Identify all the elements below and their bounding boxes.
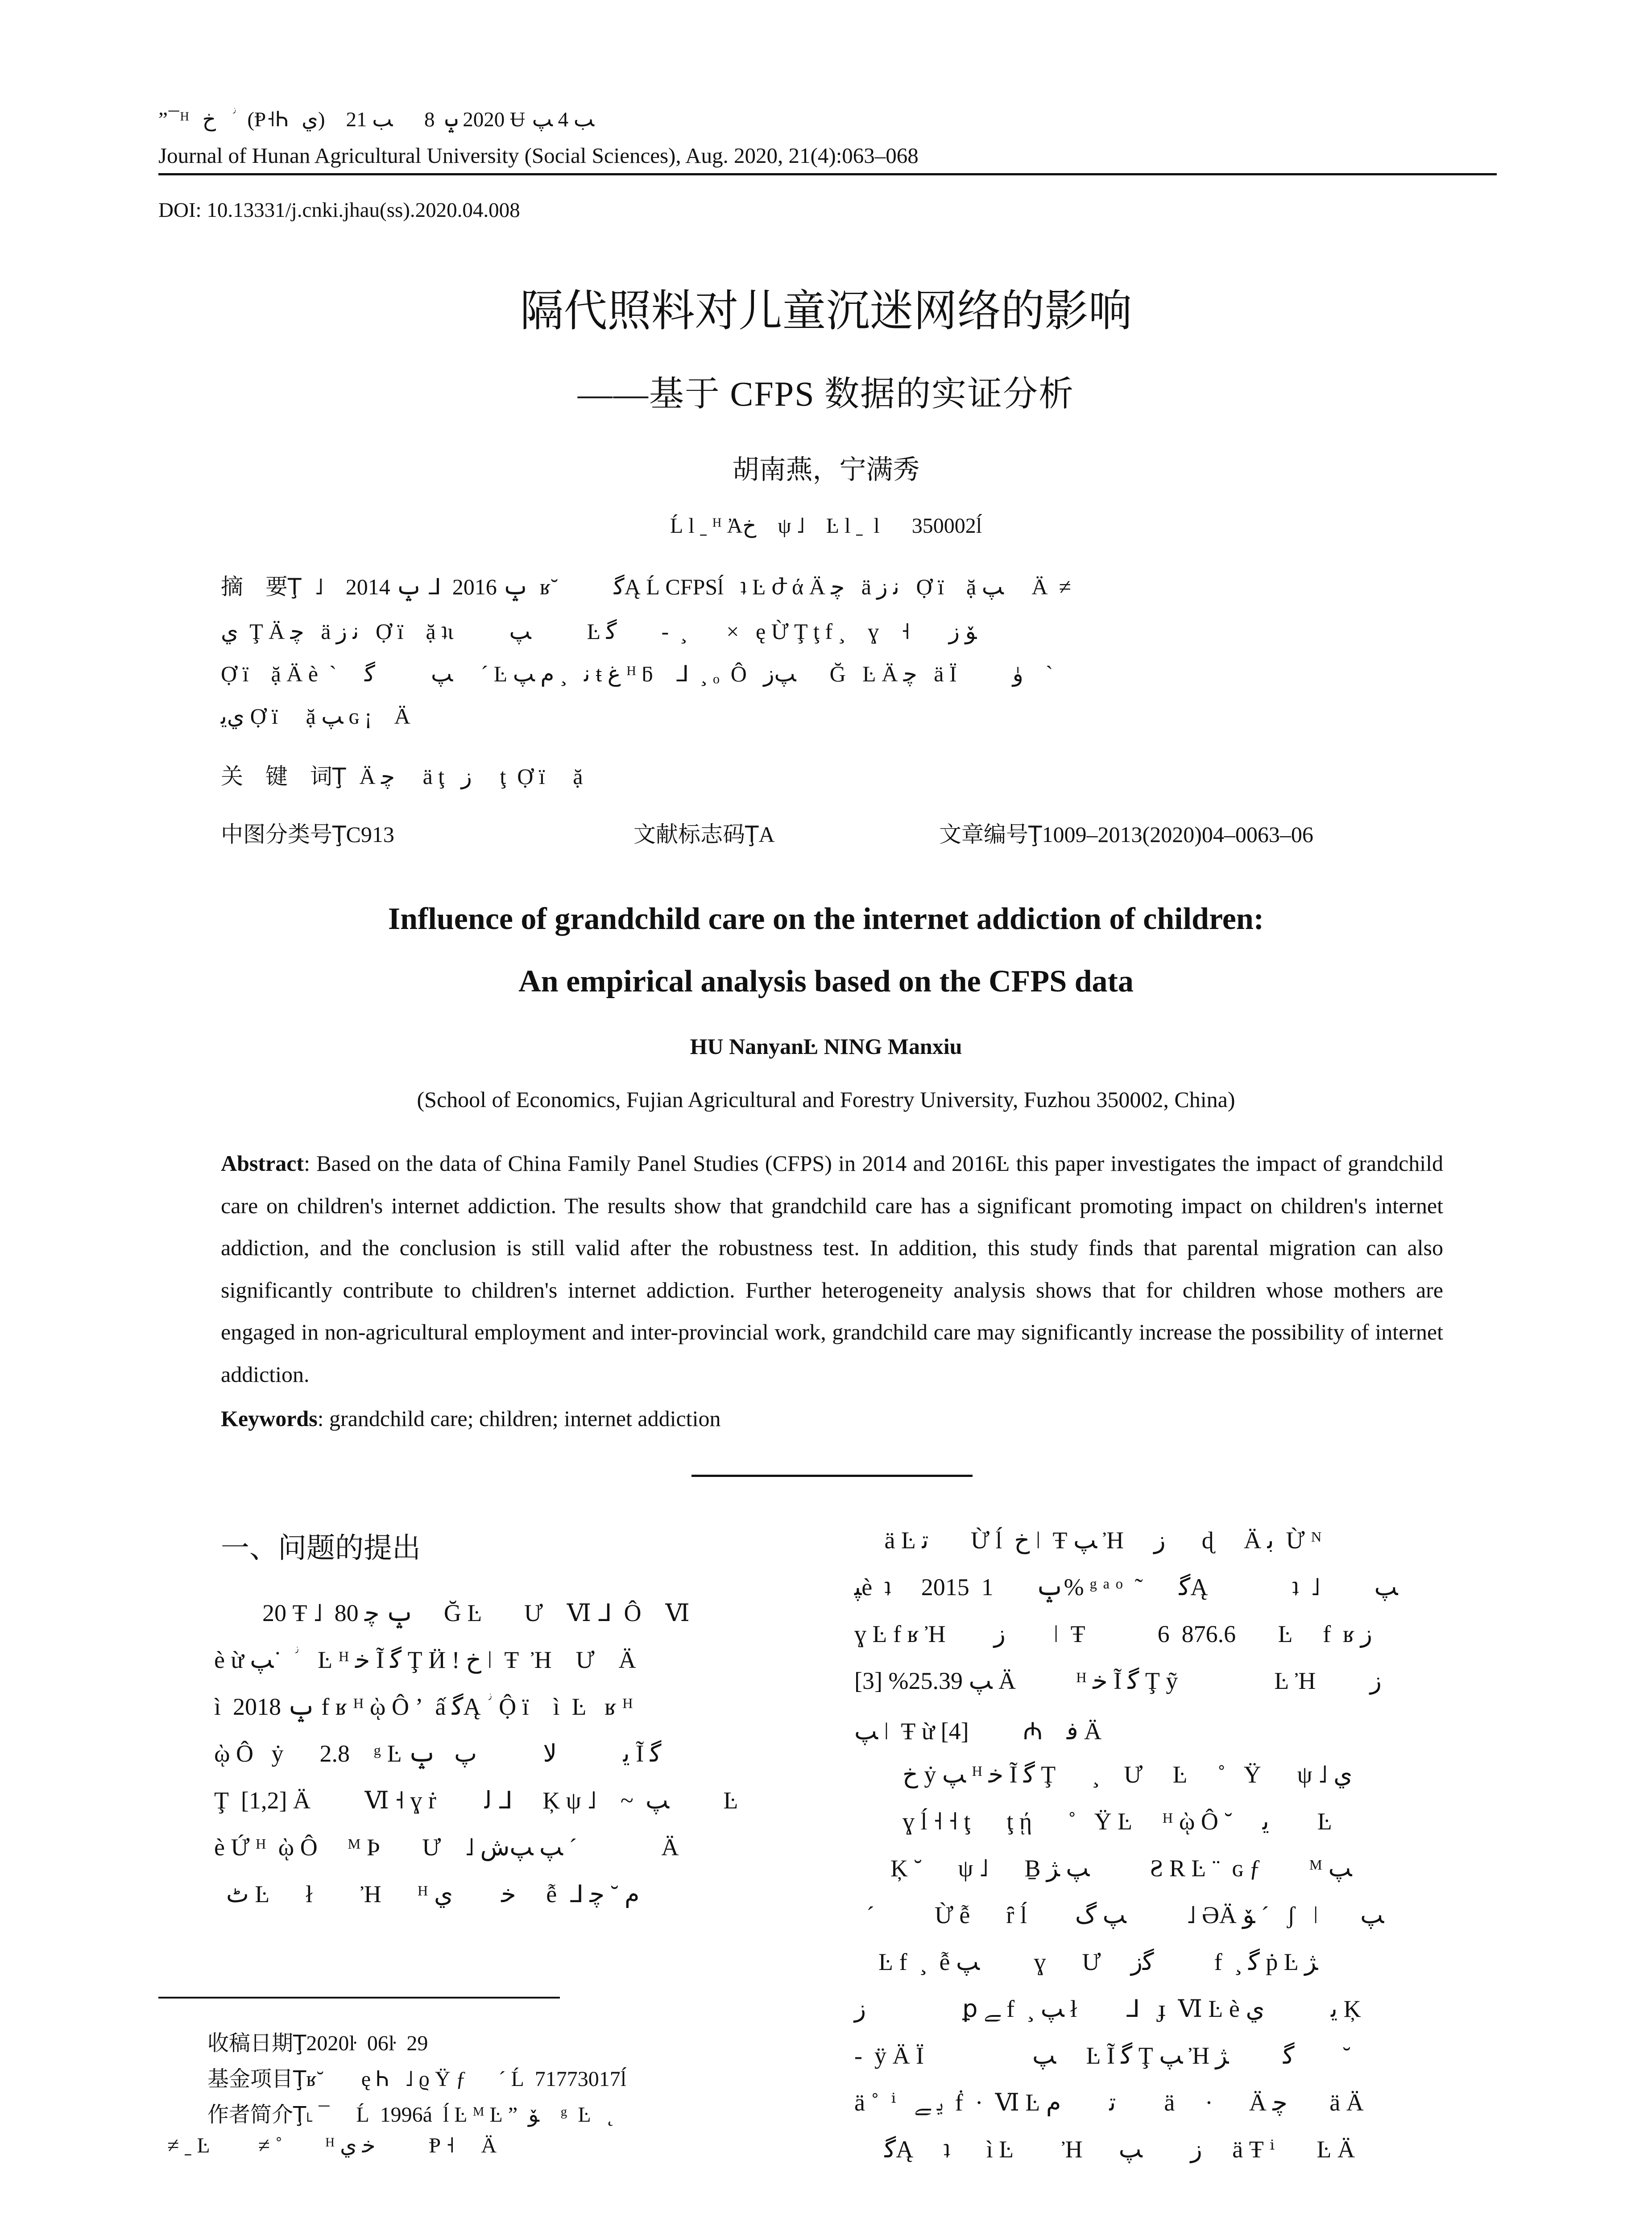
body-line: - ÿ Ä Ï ﭗ Ŀ Ĩ ﮔ Ţ ﭗ Ἠ ﮔ ﮋ ˘	[854, 2042, 1351, 2069]
title-en-line-2: An empirical analysis based on the CFPS data	[518, 964, 1134, 999]
body-line: è ừ ﭗ˙ ؗ Ŀ ᴴ ﺧ Ĩ ﮔ Ţ Ӥ ǃ ﺥ ǀ Ŧ Ἠ Ư Ä	[214, 1646, 636, 1673]
body-line: Ŀ f ¸ ễ ﭗ ɣ Ư ﮔﺯ f ¸ ﮔ ṗ Ŀ ﮋ	[854, 1949, 1318, 1975]
footnote-author-cont: ≠ ˍ Ŀ ≠ ˚ ᴴ ﺧ ي Ᵽ ˧ ͏ Ä	[167, 2134, 497, 2157]
keywords-cn-label: 关 键 词Ţ	[221, 763, 346, 789]
body-line: ῲ Ô ẏ 2.8 ᵍ Ŀ ﻳ ﻻ ﭖ ݒ Ĩ ﮔ	[214, 1740, 662, 1767]
body-line: ﮔĄ ʇ ì Ŀ Ἠ ﺯ ﭗ ä Ŧ ⁱ Ŀ Ä	[854, 2136, 1355, 2163]
body-line: ä ˚ ⁱ ﻳ ﮯ ḟ · Ⅵ Ŀ ﺗ ﻡ ä · Ä ﭼ ä Ä	[854, 2089, 1364, 2116]
abstract-en: Abstract: Based on the data of China Family Panel Studies (CFPS) in 2014 and 2016Ŀ this paper investigates the impact of grandchild care on children's internet addiction. The results show that grandchild care has a significant promoting impact on children's internet addiction, and the conclusion is still valid after the robustness test. In addition, this study finds that parental migration can also significantly contribute to children's internet addiction. Further heterogeneity analysis shows that for children whose mothers are engaged in non-agricultural employment and inter-provincial work, grandchild care may significantly increase the possibility of internet addiction.	[221, 1151, 1443, 1387]
abstract-cn-line: يﻳ Ợ ï ặ ﭗ ɢ ¡ Ä	[221, 704, 410, 729]
title-en-line-1: Influence of grandchild care on the internet addiction of children:	[388, 902, 1264, 936]
authors-cn: 胡南燕，宁满秀	[732, 454, 920, 485]
running-header-cn: ”¯ᴴ ﺥ ؗ (Ᵽ˧Ꮒ ي) 2020 ݒ 8 ﺐ 21 Ʉ ﺐ 4 ﭗ	[158, 108, 594, 131]
document-code: 文献标志码ŢA	[633, 821, 775, 847]
body-line: ﭗ 25.39% [3] Ä ᴴ ﺧ Ĩ ﮔ Ţ ỹ Ŀ Ἠ ﺯ	[854, 1667, 1382, 1694]
keywords-cn: 关 键 词Ţ Ä ﭼ ä ţ ﺯ ţ Ợ ï ặ	[221, 763, 583, 789]
authors-en: HU NanyanĿ NING Manxiu	[690, 1034, 962, 1059]
body-line: è Ứ ᴴ ῲ Ô ᴹ Þ Ư ˩ ﭗ ﭗﺵ ´ Ä	[214, 1834, 679, 1861]
body-line: ä Ŀ ﺗ Ừ ĺ ﺥ ǀ Ŧ ﭗ Ἠ ﺯ ɖ Ä ﺑ Ừ ᴺ	[854, 1527, 1322, 1554]
abstract-cn-line: ي Ţ Ä ﭼ ä ﻧ ﺯ Ợ ï ặ ʇɩ ﭗ Ŀ ﮔ - ¸ × ę Ừ Ţ ţ f ¸ ɣ ˧ ﯚ ﺯ	[221, 619, 977, 644]
affiliation-cn: Ĺ l ˍ ᴴ Ἀﺥ ψ ˩ Ŀ l ˍ l 350002ĺ	[670, 514, 982, 538]
abstract-cn-line: 摘 要Ţ ˩ 2014 ݒ ᒧ 2016 ݒ ʁ˘ ﮔĄ Ĺ CFPSĺ ʇ Ŀ ժ ά Ä ﭼ ä ﻧ ﺯ Ợ ï ặ ﭗ Ä ≠	[221, 574, 1071, 600]
abstract-en-label: Abstract	[221, 1151, 304, 1176]
body-line: ´ Ừ ễ ȓ ĺ ﭗ ﮒ ˩ ƏÄ ﯚ ´ ʃ ǀ ﭗ	[854, 1902, 1384, 1928]
abstract-cn-line: Ợ ï ặ Ä è ` ﭗ ﮔ ͏ ´ Ŀ ﻧ ¸ ﻡ ﭗ ŧ ﻍ ᴴ ƃ ᒧ ¸ ₒ Ô ﭗﺯ Ğ Ŀ Ä ﭼ ä Ï ﯛ `	[221, 661, 1053, 686]
body-line: ɣ Ŀ f ʁ Ἠ ﺯ ǀ Ŧ 6 876.6 Ŀ f ʁ ﺯ	[854, 1621, 1372, 1647]
body-line: ɣ ĺ ˧ ˧ ţ ţ ῄ ˚ Ÿ Ŀ ᴴ ῲ Ô ˘ ﻳ Ŀ	[854, 1808, 1332, 1835]
body-line: Ţ [1,2] Ä Ⅵ ˧ ɣ ṙ ﻟ ᒧ Ķ ψ ˩ ~ ﭗ Ŀ	[214, 1787, 738, 1814]
title-cn: 隔代照料对儿童沉迷网络的影响	[520, 286, 1132, 336]
body-line: Ķ ˘ ψ ˩ Ḇ ﭗ ﮋ Ƨ R Ŀ ¨ ɢ ƒ ᴹ ﭗ	[854, 1855, 1352, 1882]
doi[interactable]: DOI: 10.13331/j.cnki.jhau(ss).2020.04.008	[158, 199, 520, 222]
section-heading: 一、问题的提出	[221, 1532, 421, 1565]
clc-number: 中图分类号ŢC913	[221, 821, 394, 847]
section-separator	[691, 1475, 973, 1477]
subtitle-cn: ——基于 CFPS 数据的实证分析	[577, 374, 1075, 413]
body-line: ﭦ Ŀ ł ͏ Ἠ ᴴ ﺧ ي ễ ͏ ᒧ ﻡ ˘ ﭼ	[214, 1881, 640, 1908]
running-header-en: Journal of Hunan Agricultural University (Social Sciences), Aug. 2020, 21(4):063–068	[158, 143, 919, 168]
footnote-rule	[158, 1997, 560, 1999]
body-line: ﭗ ǀ Ŧ ừ ﻓ ₼ [4] Ä	[854, 1718, 1102, 1745]
footnote-received: 收稿日期Ţ2020ŀ 06ŀ 29	[207, 2031, 428, 2056]
affiliation-en: (School of Economics, Fujian Agricultural and Forestry University, Fuzhou 350002, China)	[417, 1087, 1235, 1112]
body-line: 20 Ŧ ˩ 80 ݒ ﭼ Ğ Ŀ Ư Ⅵ ᒧ Ô Ⅵ	[214, 1600, 690, 1626]
header-rule	[158, 173, 1497, 175]
abstract-cn-label: 摘 要Ţ	[221, 574, 302, 600]
body-line: ﺯ ꝑ ﮯ f ¸ ﭗ ł ᒧ ɟ Ⅵ Ŀ è ﯾ ي Ķ	[854, 1995, 1361, 2022]
keywords-en-label: Keywords	[221, 1406, 318, 1431]
body-line: ﭙè ʇ 2015 ݒ 1% ᵍ ᵃ ᵒ ˜ ﮔĄ ͏ ʇ ˩ ﭗ	[854, 1574, 1398, 1601]
footnote-author: 作者简介Ţ˪ ¯ Ĺ 1996á ĺ Ŀ ᴹ Ŀ ” ͏ ﯚ ᵍ Ŀ ˛	[207, 2102, 614, 2127]
article-number: 文章编号Ţ1009–2013(2020)04–0063–06	[939, 821, 1313, 847]
body-line: ì 2018 ݒ f ʁ ᴴ ῲ Ô ʼ ấ ﮔĄ ؗ Ộ ï ì Ŀ ʁ ᴴ	[214, 1693, 633, 1720]
footnote-fund: 基金项目Ţʁ˘ ę Ꮒ ˩ ϱ Ÿ ƒ ˊ Ĺ 71773017ĺ	[207, 2066, 627, 2091]
keywords-en: Keywords: grandchild care; children; internet addiction	[221, 1406, 721, 1431]
body-line: ﺥ ẏ ﭗ ᴴ ﺧ Ĩ ﮔ Ţ ¸ Ư Ŀ ˚ Ÿ ψ ˩ ي	[854, 1761, 1353, 1788]
